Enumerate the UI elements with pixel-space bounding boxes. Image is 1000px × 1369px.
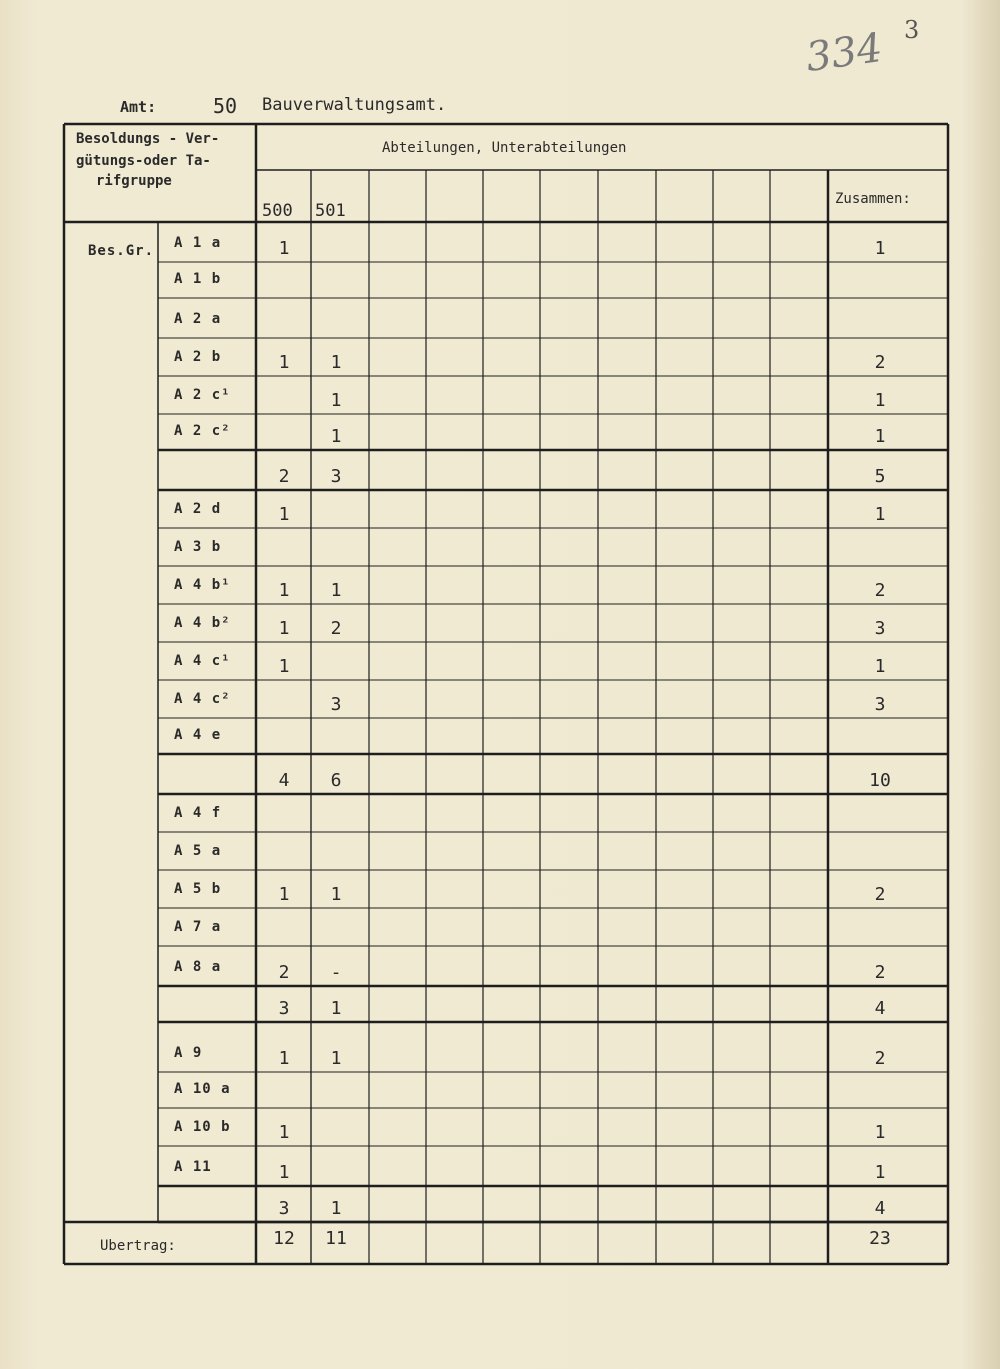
cell-500: 1 <box>278 618 290 639</box>
cell-501: 1 <box>330 884 342 905</box>
cell-501: - <box>330 962 342 983</box>
cell-total: 3 <box>874 694 886 715</box>
cell-total: 2 <box>874 352 886 373</box>
cell-total: 3 <box>874 618 886 639</box>
cell-500: 1 <box>278 352 290 373</box>
cell-total: 4 <box>874 1198 886 1219</box>
cell-501: 1 <box>330 1198 342 1219</box>
group-label: A 4 b² <box>174 615 231 631</box>
cell-total: 1 <box>874 238 886 259</box>
cell-total: 1 <box>874 1162 886 1183</box>
cell-500: 1 <box>278 1162 290 1183</box>
group-label: A 9 <box>174 1045 203 1061</box>
group-label: A 4 c² <box>174 691 231 707</box>
cell-total: 10 <box>869 770 891 791</box>
footer-500: 12 <box>273 1228 295 1249</box>
cell-501: 1 <box>330 390 342 411</box>
cell-total: 4 <box>874 998 886 1019</box>
cell-501: 2 <box>330 618 342 639</box>
footer-501: 11 <box>325 1228 347 1249</box>
cell-501: 1 <box>330 1048 342 1069</box>
cell-500: 3 <box>278 1198 290 1219</box>
amt-label: Amt: <box>120 98 157 116</box>
cell-500: 2 <box>278 962 290 983</box>
footer-label: Ubertrag: <box>100 1238 176 1254</box>
group-label: A 11 <box>174 1159 212 1175</box>
group-label: A 2 d <box>174 501 222 517</box>
cell-total: 2 <box>874 962 886 983</box>
group-title-line-1: Besoldungs - Ver- <box>76 131 220 147</box>
group-title-line-2: gütungs-oder Ta- <box>76 153 211 169</box>
group-label: A 5 b <box>174 881 222 897</box>
group-label: A 4 f <box>174 805 222 821</box>
cell-501: 1 <box>330 580 342 601</box>
group-title-line-3: rifgruppe <box>96 173 172 189</box>
group-label: A 2 b <box>174 349 222 365</box>
group-label: A 5 a <box>174 843 222 859</box>
cell-500: 3 <box>278 998 290 1019</box>
cell-501: 1 <box>330 352 342 373</box>
footer-total: 23 <box>869 1228 891 1249</box>
group-label: A 4 b¹ <box>174 577 231 593</box>
cell-501: 1 <box>330 998 342 1019</box>
cell-501: 3 <box>330 466 342 487</box>
page-number-main: 334 <box>803 24 886 82</box>
group-label: A 8 a <box>174 959 222 975</box>
group-label: A 1 b <box>174 271 222 287</box>
cell-total: 1 <box>874 426 886 447</box>
amt-name: Bauverwaltungsamt. <box>262 95 447 115</box>
cell-500: 4 <box>278 770 290 791</box>
page-number-extra: 3 <box>904 16 920 44</box>
group-label: A 4 e <box>174 727 222 743</box>
column-header-501: 501 <box>315 201 346 221</box>
cell-total: 1 <box>874 1122 886 1143</box>
group-label: A 2 c¹ <box>174 387 231 403</box>
cell-500: 1 <box>278 1048 290 1069</box>
cell-501: 6 <box>330 770 342 791</box>
cell-500: 1 <box>278 580 290 601</box>
group-label: A 2 a <box>174 311 222 327</box>
group-label: A 3 b <box>174 539 222 555</box>
group-label: A 4 c¹ <box>174 653 231 669</box>
amt-number: 50 <box>213 94 238 118</box>
cell-500: 1 <box>278 656 290 677</box>
cell-total: 1 <box>874 504 886 525</box>
cell-total: 5 <box>874 466 886 487</box>
cell-total: 2 <box>874 1048 886 1069</box>
cell-500: 1 <box>278 238 290 259</box>
departments-title: Abteilungen, Unterabteilungen <box>382 140 627 156</box>
column-header-500: 500 <box>262 201 293 221</box>
group-label: A 7 a <box>174 919 222 935</box>
group-label: A 2 c² <box>174 423 231 439</box>
cell-501: 1 <box>330 426 342 447</box>
total-title: Zusammen: <box>835 191 911 207</box>
row-prefix: Bes.Gr. <box>88 243 155 259</box>
cell-500: 1 <box>278 504 290 525</box>
cell-501: 3 <box>330 694 342 715</box>
cell-500: 2 <box>278 466 290 487</box>
cell-total: 1 <box>874 390 886 411</box>
cell-total: 2 <box>874 580 886 601</box>
cell-total: 2 <box>874 884 886 905</box>
cell-total: 1 <box>874 656 886 677</box>
group-label: A 1 a <box>174 235 222 251</box>
cell-500: 1 <box>278 1122 290 1143</box>
cell-500: 1 <box>278 884 290 905</box>
group-label: A 10 b <box>174 1119 231 1135</box>
group-label: A 10 a <box>174 1081 231 1097</box>
